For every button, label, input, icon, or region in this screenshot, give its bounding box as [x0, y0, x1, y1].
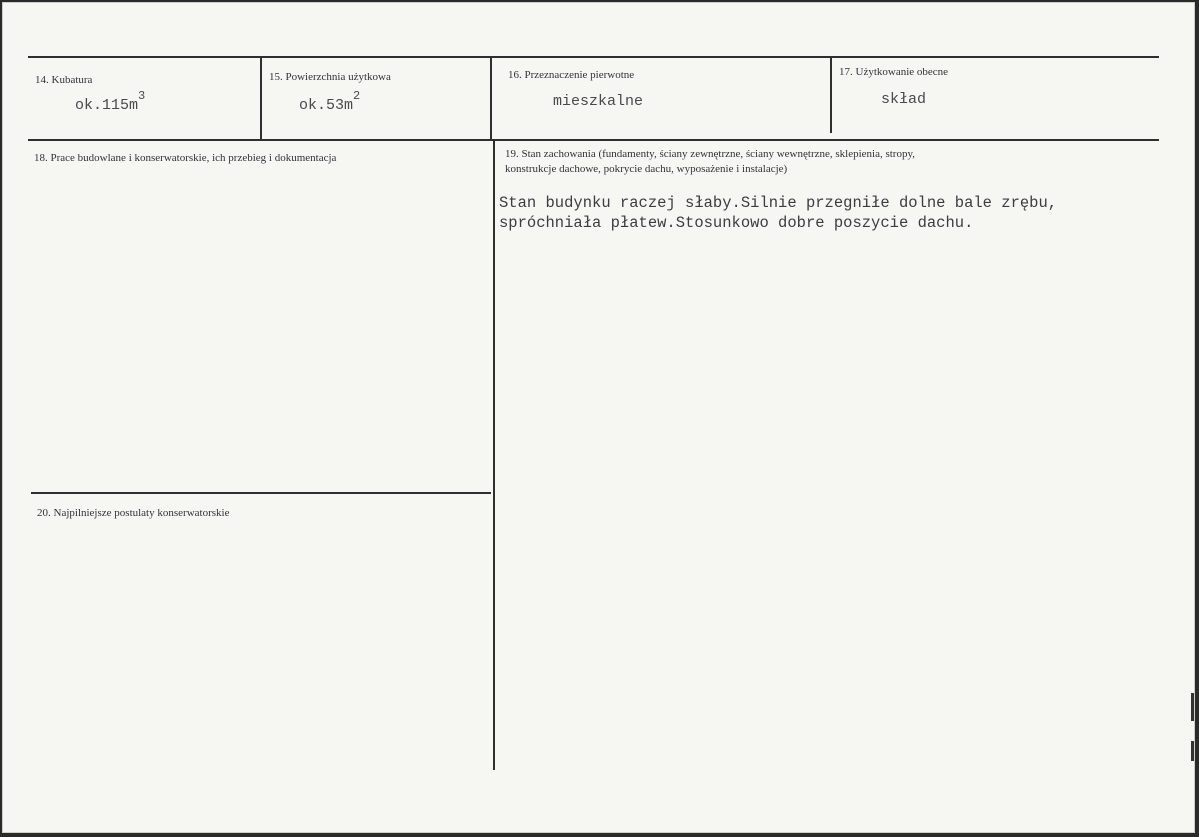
uzytkowanie-label: 17. Użytkowanie obecne	[839, 66, 949, 78]
inventory-card	[2, 2, 1195, 833]
divider-15-16	[490, 58, 492, 140]
divider-16-17	[830, 58, 832, 133]
przeznaczenie-value: mieszkalne	[553, 93, 644, 110]
divider-14-15	[260, 58, 262, 140]
powierzchnia-label: 15. Powierzchnia użytkowa	[269, 71, 391, 83]
przeznaczenie-label: 16. Przeznaczenie pierwotne	[508, 69, 635, 81]
postulaty-label: 20. Najpilniejsze postulaty konserwatorskie	[37, 507, 230, 519]
stan-zachowania-label-line1: 19. Stan zachowania (fundamenty, ściany zewnętrzne, ściany wewnętrzne, sklepienia, stropy,	[505, 148, 916, 160]
kubatura-label: 14. Kubatura	[35, 74, 93, 86]
section-18-bottom-rule	[31, 492, 491, 494]
stan-zachowania-text-line1: Stan budynku raczej słaby.Silnie przegniłe dolne bale zrębu,	[499, 194, 1058, 212]
stan-zachowania-label-line2: konstrukcje dachowe, pokrycie dachu, wyposażenie i instalacje)	[505, 163, 788, 175]
top-rule	[28, 56, 1159, 58]
divider-left-right-column	[493, 140, 495, 770]
uzytkowanie-value: skład	[881, 91, 927, 108]
powierzchnia-value: $ok.53m^2$	[299, 89, 361, 114]
prace-budowlane-label: 18. Prace budowlane i konserwatorskie, ich przebieg i dokumentacja	[34, 152, 337, 164]
edge-mark-bottom	[1191, 741, 1194, 761]
stan-zachowania-text-line2: spróchniała płatew.Stosunkowo dobre poszycie dachu.	[499, 214, 974, 232]
edge-mark-top	[1191, 693, 1194, 721]
header-row-bottom-rule	[28, 139, 1159, 141]
kubatura-value: $ok.115m^3$	[75, 89, 146, 114]
